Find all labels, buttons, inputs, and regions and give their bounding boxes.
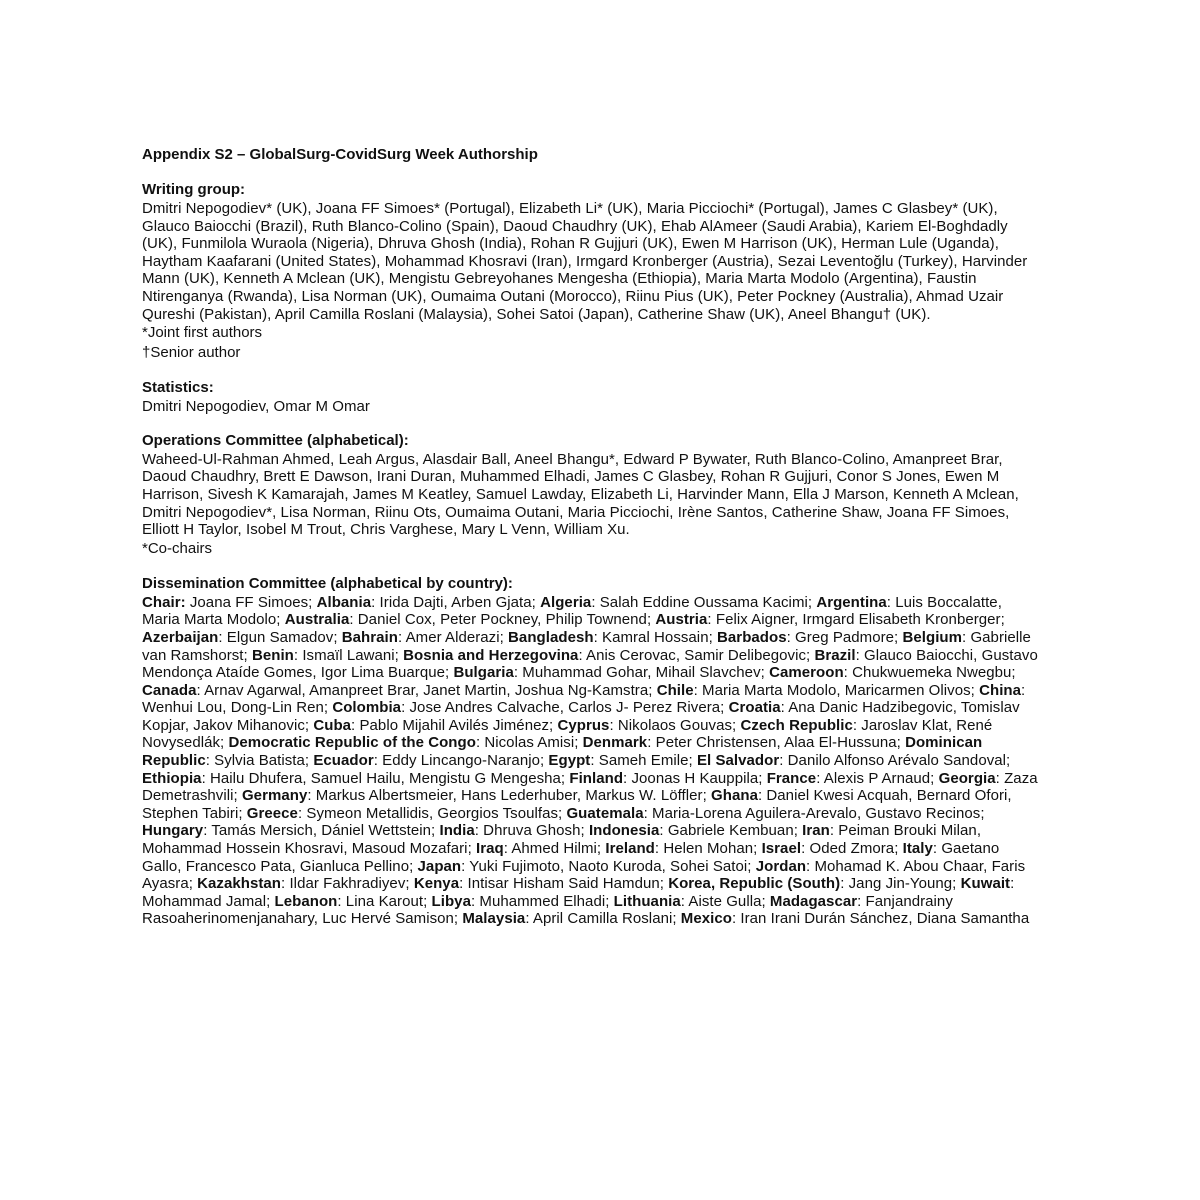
country-members: : Symeon Metallidis, Georgios Tsoulfas;	[297, 804, 567, 822]
country-name: Bahrain	[341, 628, 398, 646]
country-name: Ecuador	[313, 752, 374, 770]
country-members: : Markus Albertsmeier, Hans Lederhuber, Markus W. Löffler;	[307, 787, 712, 805]
dissemination-entry	[548, 752, 697, 769]
country-name: Georgia	[938, 769, 996, 787]
country-members: : Eddy Lincango-Naranjo;	[373, 752, 549, 770]
country-members: : Daniel Kwesi Acquah, Bernard Ofori, Stephen Tabiri;	[142, 787, 1012, 822]
country-name: Colombia	[332, 699, 402, 717]
country-name: France	[766, 769, 817, 787]
dissemination-entry	[540, 594, 816, 611]
country-name: Ireland	[605, 840, 655, 858]
country-name: Iraq	[476, 840, 504, 858]
country-members: : Irida Dajti, Arben Gjata;	[371, 593, 541, 611]
country-name: Italy	[902, 840, 933, 858]
dissemination-entry	[569, 770, 766, 787]
country-name: Denmark	[582, 734, 648, 752]
country-name: Lebanon	[274, 892, 338, 910]
country-members: : Helen Mohan;	[654, 840, 762, 858]
country-members: : Yuki Fujimoto, Naoto Kuroda, Sohei Satoi;	[461, 857, 756, 875]
dissemination-entry	[142, 770, 569, 787]
dissemination-entry	[476, 840, 605, 857]
writing-group-text: Dmitri Nepogodiev* (UK), Joana FF Simoes* (Portugal), Elizabeth Li* (UK), Maria Picciochi* (Portugal), James C Glasbey* (UK), Glauco Baiocchi (Brazil), Ruth Blanco-Colino (Spain), Daoud Chaudhry (UK), Ehab AlAmeer (Saudi Arabia), Kariem El-Boghdadly (UK), Funmilola Wuraola (Nigeria), Dhruva Ghosh (India), Rohan R Gujjuri (UK), Ewen M Harrison (UK), Herman Lule (Uganda), Haytham Kaafarani (United States), Mohammad Khosravi (Iran), Irmgard Kronberger (Austria), Sezai Leventoğlu (Turkey), Harvinder Mann (UK), Kenneth A Mclean (UK), Mengistu Gebreyohanes Mengesha (Ethiopia), Maria Marta Modolo (Argentina), Faustin Ntirenganya (Rwanda), Lisa Norman (UK), Oumaima Outani (Morocco), Riinu Pius (UK), Peter Pockney (Australia), Ahmad Uzair Qureshi (Pakistan), April Camilla Roslani (Malaysia), Sohei Satoi (Japan), Catherine Shaw (UK), Aneel Bhangu† (UK).	[142, 200, 1028, 323]
country-members: : Elgun Samadov;	[218, 628, 342, 646]
country-name: Albania	[316, 593, 372, 611]
country-name: Ethiopia	[142, 769, 202, 787]
country-name: Algeria	[540, 593, 592, 611]
country-members: : Aiste Gulla;	[680, 892, 770, 910]
country-members: : Mohammad Jamal;	[142, 875, 1015, 910]
country-members: : Tamás Mersich, Dániel Wettstein;	[203, 822, 440, 840]
dissemination-entry	[717, 629, 902, 646]
dissemination-entry	[566, 805, 984, 822]
country-members: : Peiman Brouki Milan, Mohammad Hossein Khosravi, Masoud Mozafari;	[142, 822, 982, 858]
country-name: Indonesia	[588, 822, 660, 840]
dissemination-entry	[453, 664, 769, 681]
country-name: Czech Republic	[740, 716, 853, 734]
country-members: : April Camilla Roslani;	[525, 910, 681, 928]
country-name: Malaysia	[462, 910, 526, 928]
country-members: : Muhammad Gohar, Mihail Slavchev;	[513, 664, 770, 682]
country-members: : Oded Zmora;	[801, 840, 903, 858]
dissemination-entry	[285, 611, 656, 628]
dissemination-entry	[142, 629, 342, 646]
country-name: Egypt	[548, 752, 591, 770]
country-members: : Kamral Hossain;	[593, 628, 718, 646]
dissemination-entry	[142, 682, 657, 699]
document-title: Appendix S2 – GlobalSurg-CovidSurg Week Authorship	[142, 146, 538, 163]
country-name: Benin	[251, 646, 294, 664]
country-members: : Maria-Lorena Aguilera-Arevalo, Gustavo Recinos;	[643, 804, 985, 822]
country-members: : Arnav Agarwal, Amanpreet Brar, Janet Martin, Joshua Ng-Kamstra;	[196, 681, 657, 699]
country-members: : Zaza Demetrashvili;	[142, 769, 1038, 805]
dissemination-entry	[697, 752, 1010, 769]
country-name: Jordan	[755, 857, 807, 875]
country-name: Brazil	[814, 646, 856, 664]
country-members: : Chukwuemeka Nwegbu;	[843, 664, 1016, 682]
country-name: Croatia	[728, 699, 781, 717]
statistics-text: Dmitri Nepogodiev, Omar M Omar	[142, 398, 370, 416]
country-name: Barbados	[717, 628, 787, 646]
country-members: : Ahmed Hilmi;	[503, 840, 606, 858]
country-members: : Gabrielle van Ramshorst;	[142, 628, 1031, 664]
country-name: Dominican Republic	[142, 734, 983, 770]
country-name: China	[979, 681, 1022, 699]
country-name: Argentina	[816, 593, 887, 611]
document-page	[142, 146, 1042, 928]
dissemination-heading: Dissemination Committee (alphabetical by country):	[142, 574, 513, 592]
country-name: Kazakhstan	[197, 875, 282, 893]
country-name: Finland	[569, 769, 624, 787]
country-name: Democratic Republic of the Congo	[228, 734, 476, 752]
statistics-heading: Statistics:	[142, 379, 214, 397]
country-members: : Danilo Alfonso Arévalo Sandoval;	[779, 752, 1011, 770]
dissemination-entry	[668, 875, 960, 892]
country-members: : Alexis P Arnaud;	[816, 769, 939, 787]
dissemination-entry	[142, 594, 317, 611]
country-name: Australia	[284, 611, 350, 629]
senior-author-note: †Senior author	[142, 344, 241, 362]
writing-group-heading: Writing group:	[142, 181, 246, 198]
country-members: : Ildar Fakhradiyev;	[281, 875, 414, 893]
country-members: Joana FF Simoes;	[185, 593, 317, 611]
dissemination-entry	[313, 752, 548, 769]
operations-text: Waheed-Ul-Rahman Ahmed, Leah Argus, Alasdair Ball, Aneel Bhangu*, Edward P Bywater, Ruth Blanco-Colino, Amanpreet Brar, Daoud Chaudhry, Brett E Dawson, Irani Duran, Muhammed Elhadi, James C Glasbey, Rohan R Gujjuri, Conor S Jones, Ewen M Harrison, Sivesh K Kamarajah, James M Keatley, Samuel Lawday, Elizabeth Li, Harvinder Mann, Ella J Marson, Kenneth A Mclean, Dmitri Nepogodiev*, Lisa Norman, Riinu Ots, Oumaima Outani, Maria Picciochi, Irène Santos, Catherine Shaw, Joana FF Simoes, Elliott H Taylor, Isobel M Trout, Chris Varghese, Mary L Venn, William Xu.	[142, 450, 1019, 539]
country-members: : Peter Christensen, Alaa El-Hussuna;	[647, 734, 906, 752]
country-members: : Amer Alderazi;	[397, 628, 509, 646]
dissemination-list	[142, 594, 1042, 928]
country-members: : Fanjandrainy Rasoaherinomenjanahary, Luc Hervé Samison;	[142, 892, 953, 928]
dissemination-entry	[313, 717, 557, 734]
dissemination-entry	[508, 629, 717, 646]
country-members: : Daniel Cox, Peter Pockney, Philip Townend;	[349, 611, 656, 629]
country-name: El Salvador	[696, 752, 780, 770]
country-members: : Pablo Mijahil Avilés Jiménez;	[351, 716, 558, 734]
dissemination-entry	[605, 840, 761, 857]
dissemination-entry	[681, 910, 1029, 927]
dissemination-entry	[142, 822, 439, 839]
country-members: : Ana Danic Hadzibegovic, Tomislav Kopjar, Jakov Mihanovic;	[142, 699, 1020, 734]
dissemination-entry	[228, 734, 582, 751]
country-name: Guatemala	[566, 804, 644, 822]
country-name: Korea, Republic (South)	[668, 875, 841, 893]
country-name: Chile	[656, 681, 694, 699]
dissemination-entry	[418, 858, 756, 875]
country-name: Bangladesh	[508, 628, 594, 646]
country-members: : Gabriele Kembuan;	[659, 822, 803, 840]
country-members: : Nicolas Amisi;	[475, 734, 583, 752]
dissemination-entry	[767, 770, 939, 787]
country-name: Mexico	[680, 910, 732, 928]
country-name: Kuwait	[960, 875, 1011, 893]
country-members: : Maria Marta Modolo, Maricarmen Olivos;	[693, 681, 980, 699]
country-name: Greece	[246, 804, 298, 822]
country-members: : Salah Eddine Oussama Kacimi;	[591, 593, 817, 611]
country-members: : Luis Boccalatte, Maria Marta Modolo;	[142, 593, 1002, 629]
country-name: Iran	[802, 822, 830, 840]
country-members: : Jose Andres Calvache, Carlos J- Perez Rivera;	[401, 699, 729, 717]
country-members: : Iran Irani Durán Sánchez, Diana Samantha	[731, 910, 1030, 928]
country-members: : Anis Cerovac, Samir Delibegovic;	[578, 646, 815, 664]
dissemination-entry	[275, 893, 432, 910]
country-members: : Hailu Dhufera, Samuel Hailu, Mengistu G Mengesha;	[201, 769, 570, 787]
dissemination-entry	[462, 910, 680, 927]
country-name: Belgium	[902, 628, 963, 646]
operations-heading: Operations Committee (alphabetical):	[142, 431, 409, 449]
country-members: : Jaroslav Klat, René Novysedlák;	[142, 716, 993, 752]
country-name: Libya	[431, 892, 471, 910]
dissemination-entry	[252, 647, 403, 664]
country-name: Hungary	[142, 822, 204, 840]
country-members: : Gaetano Gallo, Francesco Pata, Gianluca Pellino;	[142, 840, 1000, 875]
country-name: Chair:	[142, 593, 186, 611]
country-name: Kenya	[413, 875, 460, 893]
country-members: : Sylvia Batista;	[205, 752, 314, 770]
country-members: : Muhammed Elhadi;	[470, 892, 614, 910]
dissemination-entry	[197, 875, 414, 892]
country-name: Ghana	[711, 787, 758, 805]
spacer	[142, 416, 1042, 432]
country-name: Cyprus	[557, 716, 610, 734]
country-members: : Ismaïl Lawani;	[293, 646, 404, 664]
country-name: Lithuania	[613, 892, 681, 910]
country-name: India	[439, 822, 475, 840]
dissemination-entry	[317, 594, 541, 611]
country-members: : Wenhui Lou, Dong-Lin Ren;	[142, 681, 1026, 717]
country-members: : Jang Jin-Young;	[840, 875, 961, 893]
dissemination-entry	[432, 893, 614, 910]
dissemination-entry	[557, 717, 740, 734]
country-name: Canada	[142, 681, 197, 699]
country-members: : Felix Aigner, Irmgard Elisabeth Kronberger;	[707, 611, 1005, 629]
country-name: Japan	[417, 857, 462, 875]
country-members: : Mohamad K. Abou Chaar, Faris Ayasra;	[142, 857, 1026, 893]
dissemination-entry	[614, 893, 770, 910]
country-name: Madagascar	[769, 892, 858, 910]
dissemination-entry	[589, 822, 802, 839]
country-members: : Dhruva Ghosh;	[474, 822, 589, 840]
country-name: Austria	[655, 611, 708, 629]
country-members: : Intisar Hisham Said Hamdun;	[459, 875, 669, 893]
dissemination-entry	[414, 875, 668, 892]
dissemination-entry	[762, 840, 903, 857]
country-name: Israel	[761, 840, 802, 858]
country-members: : Nikolaos Gouvas;	[609, 716, 741, 734]
dissemination-entry	[242, 787, 711, 804]
country-name: Germany	[241, 787, 308, 805]
spacer	[142, 363, 1042, 379]
dissemination-entry	[247, 805, 567, 822]
dissemination-entry	[583, 734, 905, 751]
dissemination-entry	[332, 699, 728, 716]
country-name: Cameroon	[769, 664, 844, 682]
dissemination-entry	[403, 647, 814, 664]
dissemination-entry	[769, 664, 1016, 681]
country-members: : Joonas H Kauppila;	[623, 769, 767, 787]
country-members: : Sameh Emile;	[590, 752, 697, 770]
country-name: Azerbaijan	[142, 628, 219, 646]
co-chairs-note: *Co-chairs	[142, 539, 213, 557]
spacer	[142, 559, 1042, 575]
country-members: : Glauco Baiocchi, Gustavo Mendonça Ataíde Gomes, Igor Lima Buarque;	[142, 646, 1038, 682]
country-name: Bosnia and Herzegovina	[403, 646, 579, 664]
dissemination-entry	[439, 822, 588, 839]
dissemination-entry	[657, 682, 979, 699]
joint-first-authors-note: *Joint first authors	[142, 324, 263, 342]
country-members: : Greg Padmore;	[786, 628, 903, 646]
dissemination-entry	[655, 611, 1004, 628]
country-name: Bulgaria	[453, 664, 514, 682]
country-name: Cuba	[313, 716, 352, 734]
country-members: : Lina Karout;	[337, 892, 432, 910]
dissemination-entry	[342, 629, 508, 646]
